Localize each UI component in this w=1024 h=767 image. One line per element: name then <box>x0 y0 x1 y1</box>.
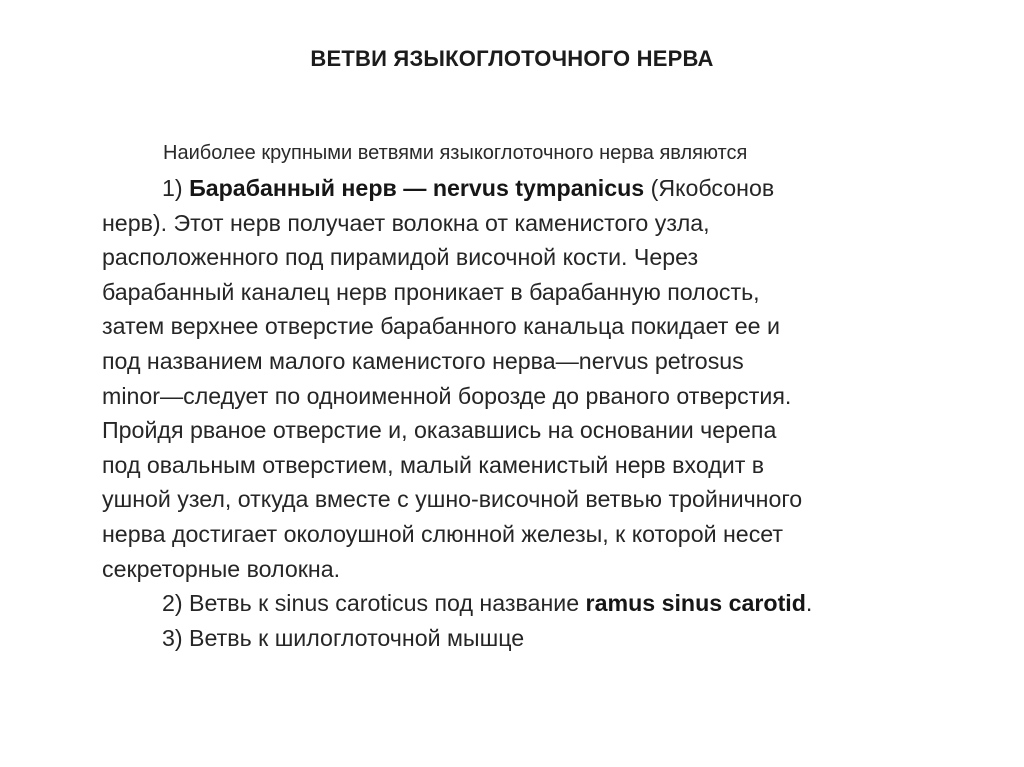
item-1-number: 1) <box>162 175 183 201</box>
item-1-line: затем верхнее отверстие барабанного канальца покидает ее и <box>102 313 780 340</box>
item-1-line: Пройдя рваное отверстие и, оказавшись на основании черепа <box>102 417 777 444</box>
item-2-prefix: 2) Ветвь к sinus caroticus под название <box>162 590 580 617</box>
item-3: 3) Ветвь к шилоглоточной мышце <box>162 624 525 651</box>
item-2-suffix: . <box>805 590 813 617</box>
slide-title: ВЕТВИ ЯЗЫКОГЛОТОЧНОГО НЕРВА <box>310 46 714 71</box>
item-1-bold-name: Барабанный нерв — nervus tympanicus <box>189 175 645 201</box>
item-2 <box>102 586 982 621</box>
item-1-after-name: (Якобсонов <box>650 175 775 201</box>
item-1-first-line <box>102 171 982 206</box>
item-1-line: под овальным отверстием, малый каменистый нерв входит в <box>102 451 765 478</box>
item-1-line: расположенного под пирамидой височной кости. Через <box>102 244 699 271</box>
item-1-line: нерв). Этот нерв получает волокна от каменистого узла, <box>102 209 710 236</box>
item-1-line: под названием малого каменистого нерва—nervus petrosus <box>102 347 744 374</box>
item-1-line: minor—следует по одноименной борозде до рваного отверстия. <box>102 382 792 409</box>
item-1-line: нерва достигает околоушной слюнной железы, к которой несет <box>102 520 784 547</box>
item-1-line: ушной узел, откуда вместе с ушно-височной ветвью тройничного <box>102 486 803 513</box>
intro-text: Наиболее крупными ветвями языкоглоточного нерва являются <box>163 142 748 164</box>
item-1-line: барабанный каналец нерв проникает в барабанную полость, <box>102 278 760 305</box>
body-text <box>102 171 982 655</box>
item-1-line: секреторные волокна. <box>102 555 341 582</box>
item-2-bold: ramus sinus carotid <box>585 590 806 617</box>
